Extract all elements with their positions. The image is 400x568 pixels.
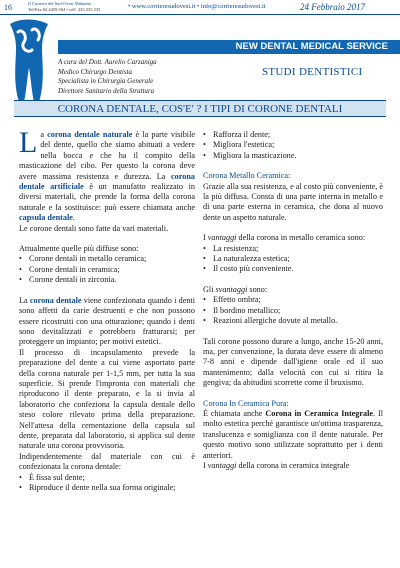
paragraph: [203, 461, 383, 471]
paragraph: Le corone dentali sono fatte da vari materiali.: [19, 223, 169, 233]
banner: [58, 40, 400, 54]
page-number: 16: [4, 3, 12, 12]
text: .: [72, 213, 75, 223]
bullet-icon: •: [128, 3, 132, 10]
term: corona dentale naturale: [47, 130, 133, 139]
paragraph: [19, 296, 195, 348]
text: I: [203, 460, 208, 470]
term: Corona in Ceramica Integrale: [265, 408, 374, 418]
list-item: • Reazioni allergiche dovute al metallo.: [203, 316, 383, 326]
features-list: [19, 473, 195, 494]
text: viene confezionata quando i denti sono affetti da carie destruenti e che non possono essere ricostruiti con una otturazione; quando i denti sono devitalizzati e potrebbero fratturarsi; per proteggere un impianto; per motivi estetici.: [19, 295, 195, 347]
materials-list: [19, 254, 195, 285]
drop-cap: L: [19, 126, 38, 159]
author-line: Medico Chirurgo Dentista: [58, 67, 133, 76]
list-item: • Corone dentali in ceramica;: [19, 265, 195, 275]
section-title: STUDI DENTISTICI: [262, 66, 363, 78]
paragraph: Tali corone possono durare a lungo, anche 15-20 anni, ma, per convenzione, la durata deve essere di almeno 7-8 anni e dipende dall'igiene orale ed il suo mantenimento; dalla velocità con cui si ritira la gengiva; da abitudini scorrette come il bruxismo.: [203, 336, 383, 388]
intro-paragraph: [19, 126, 195, 224]
author-line: Specialista in Chirurgia Generale: [58, 77, 154, 85]
text: è la parte visibile del dente, quello che siamo abituati a vedere nella bocca e che ha il compito della masticazione del cibo. Per questo la corona deve avere massima resistenza e durezza. La: [19, 130, 195, 181]
term: capsula dentale: [19, 213, 73, 223]
masthead-rule: [0, 14, 400, 15]
tooth-logo-icon: [6, 18, 52, 113]
list-item: • Migliora la masticazione.: [203, 151, 383, 161]
term: corona dentale artificiale: [19, 171, 195, 192]
paragraph: [203, 409, 383, 461]
list-item: • Corone dentali in metallo ceramica;: [19, 254, 195, 264]
text: della corona in ceramica integrale: [236, 460, 350, 470]
list-item: • La resistenza;: [203, 244, 383, 254]
paragraph: Indipendentemente dal materiale con cui è confezionata la corona dentale:: [19, 451, 195, 472]
paragraph: Il processo di incapsulamento prevede la preparazione del dente a cui viene asportato parte della corona naturale per 1-1,5 mm, per tutta la sua superficie. Si prende l'impronta con materiali che riproducono il dente preparato, e la si invia al laboratorio che confeziona la capsula dentale dello steso colore rilevato prima della preparazione. Nell'attesa della cementazione della capsula sul dente, preparata dal laboratorio, si applica sul dente naturale una corona provvisoria.: [19, 347, 195, 451]
list-item: • La naturalezza estetica;: [203, 254, 383, 264]
text: La: [19, 295, 30, 305]
author-block: [58, 58, 157, 96]
paragraph: [203, 285, 383, 295]
disadvantages-list: [203, 295, 383, 326]
text: È chiamata anche: [203, 408, 266, 418]
text: I: [203, 233, 208, 243]
emphasis: vantaggi: [207, 460, 237, 470]
masthead: [0, 0, 400, 26]
contacts: Tel/Fax 02.4459.564 • cell. 335.335.335: [28, 7, 101, 12]
text: a: [40, 130, 48, 139]
banner-text: NEW DENTAL MEDICAL SERVICE: [235, 41, 388, 52]
masthead-links: [128, 3, 266, 10]
term: corona dentale: [29, 295, 82, 305]
list-item: • Migliora l'estetica;: [203, 140, 383, 150]
paragraph: Grazie alla sua resistenza, e al costo più conveniente, è la più diffusa. Consta di una parte interna in metallo e di una parte esterna in ceramica, che dona al nuovo dente un aspetto naturale.: [203, 181, 383, 222]
author-line: A cura del Dott. Aurelio Carzaniga: [58, 58, 157, 66]
list-item: • Rafforza il dente;: [203, 130, 383, 140]
text: della corona in metallo ceramica sono:: [236, 233, 366, 243]
list-item: • Il costo più conveniente.: [203, 264, 383, 274]
author-line: Direttore Sanitario della Struttura: [58, 86, 155, 95]
text: Gli: [203, 284, 216, 294]
text: sono:: [247, 284, 268, 294]
article-title-box: [14, 100, 386, 117]
article-title: CORONA DENTALE, COS'E' ? I TIPI DI CORONE DENTALI: [57, 103, 343, 115]
list-item: • Il bordino metallico;: [203, 306, 383, 316]
bullet-icon: •: [197, 3, 201, 10]
emphasis: vantaggi: [207, 233, 237, 243]
list-item: • È fissa sul dente;: [19, 473, 195, 483]
website-link[interactable]: www.corrieresudovest.it: [131, 3, 196, 10]
list-item: • Riproduce il dente nella sua forma originale;: [19, 483, 195, 493]
left-column: [19, 126, 195, 493]
subheading: Corona In Ceramica Pura:: [203, 398, 289, 408]
issue-date: 24 Febbraio 2017: [300, 2, 365, 12]
emphasis: svantaggi: [215, 284, 248, 294]
paragraph: Attualmente quelle più diffuse sono:: [19, 244, 139, 254]
advantages-list: [203, 244, 383, 275]
list-item: • Corone dentali in zirconia.: [19, 275, 195, 285]
email-link[interactable]: info@corrieresudovest.it: [200, 3, 266, 10]
paragraph: [203, 233, 383, 243]
list-item: • Effetto ombra;: [203, 295, 383, 305]
right-column: [203, 130, 383, 471]
text: . Il molto estetica perché garantisce un'ottima trasparenza, translucenza e somiglianza con il dente naturale. Per questo motivo sono utilizzate soprattutto per i denti anteriori.: [203, 408, 383, 460]
text: è un manufatto realizzato in diversi materiali, che prende la forma della corona naturale e la sostituisce: può essere chiamata anche: [19, 182, 195, 212]
features-list-cont: [203, 130, 383, 161]
subheading: Corona Metallo Ceramica:: [203, 171, 291, 181]
paper-name: Il Corriere del Sud-Ovest Milanese: [28, 1, 92, 6]
